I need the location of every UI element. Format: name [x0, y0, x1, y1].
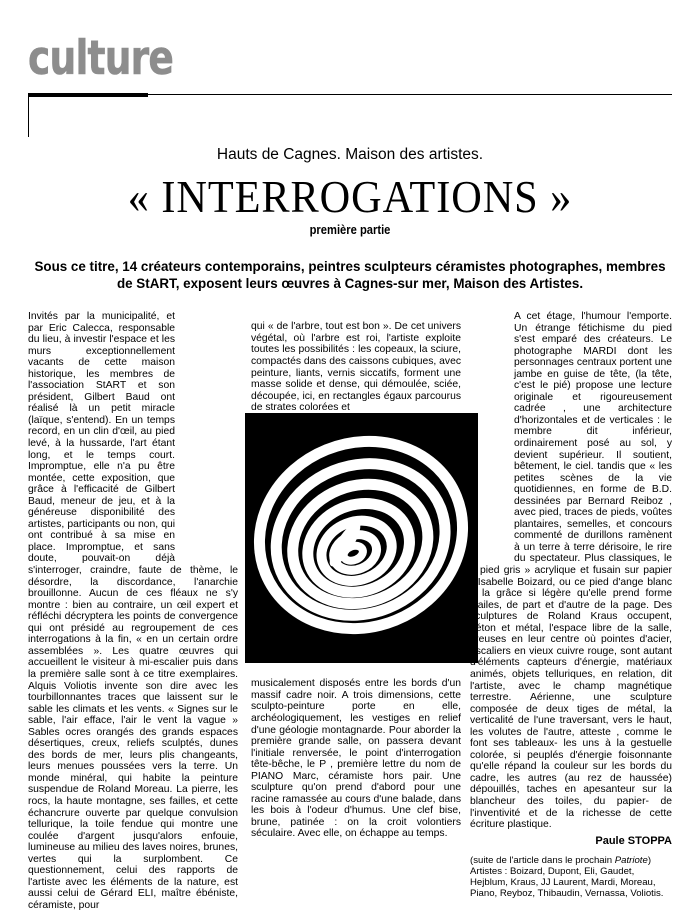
- body-column-2-upper: [251, 311, 461, 424]
- continuation-prefix: (suite de l'article dans le prochain: [470, 855, 615, 867]
- masthead-rule-thin: [148, 94, 672, 95]
- byline: Paule STOPPA: [595, 834, 672, 847]
- body-column-1: [28, 311, 238, 911]
- photo-wrap-notch-right: [471, 311, 514, 561]
- continuation-note: [470, 855, 672, 899]
- body-text-col1: Invités par la municipalité, et par Eric Calecca, responsable du lieu, à investir l'espace et les murs exceptionnellement vacants de cette maison historique, les membres de l'association StART et son président, Gilbert Baud ont réalisé là un petit miracle (laïque, s'entend). En un temps record, en un clin d'œil, au pied levé, à la hussarde, l'art étant long, et le temps court. Impromptue, elle n'a pu être montée, cette exposition, que grâce à l'efficacité de Gilbert Baud, meneur de jeu, et à la généreuse disponibilité des artistes, participants ou non, qui ont contribué à sa mise en place. Impromptue, et sans doute, pouvait-on déjà s'interroger, craindre, faute de thème, le désordre, la discordance, l'anarchie brouillonne. Aucun de ces fléaux ne s'y montre : bien au contraire, un œil expert et réfléchi décryptera les points de convergence qui ont présidé au regroupement de ces interrogations à la fin, « en un certain ordre assemblées ». Les quatre œuvres qui accueillent le visiteur à mi-escalier puis dans la première salle sont à ce titre exemplaires. Alquis Voliotis invente son dire avec les tourbillonnantes traces que laissent sur le sable les climats et les vents. « Signes sur le sable, l'air efface, l'air le vent la vague » Sables ocres orangés des grands espaces désertiques, creux, reliefs sculptés, dunes des bords de mer, leurs plis changeants, leurs menues poussées vers la terre. Un monde minéral, qui habite la peinture suspendue de Roland Moreau. La pierre, les rocs, la haute montagne, ses failles, et cette échancrure ouverte par quelque convulsion tellurique, la toile fendue qui montre une coulée d'argent jusqu'alors enfouie, lumineuse au milieu des laves noires, brunes, vertes qui la surplombent. Ce questionnement, celui des rapports de l'artiste avec les éléments de la nature, est aussi celui de Gérard ELI, maître ébéniste, céramiste, pour: [28, 311, 238, 911]
- publication-name: Patriote: [614, 855, 648, 867]
- page-title: « INTERROGATIONS »: [127, 171, 573, 222]
- body-text-col2-lower: musicalement disposés entre les bords d'un massif cadre noir. A trois dimensions, cette sculpto-peinture porte en elle, archéologiquement, les vestiges en relief d'une géologie montagnarde. Pour aborder la première grande salle, on passera devant l'initiale renversée, le point d'interrogation tête-bêche, le P , première lettre du nom de PIANO Marc, céramiste hors pair. Une sculpture qu'on prend d'abord pour une racine ramassée au cours d'une balade, dans les bois à l'odeur d'humus. Une clef bise, brune, patinée : on la croit volontiers séculaire. Avec elle, on échappe au temps.: [251, 678, 461, 840]
- headline-block: [28, 146, 672, 237]
- body-column-3: [470, 311, 672, 899]
- spiral-sculpture-photo: [245, 413, 478, 663]
- kicker: Hauts de Cagnes. Maison des artistes.: [216, 146, 484, 163]
- section-title: culture: [28, 31, 174, 86]
- photo-wrap-notch-left: [175, 311, 237, 561]
- body-column-2-lower: [251, 668, 461, 850]
- spiral-figure: [245, 413, 478, 663]
- body-text-col3: A cet étage, l'humour l'emporte. Un étrange fétichisme du pied s'est emparé des créateurs. Le photographe MARDI dont les personnages centraux portent une jambe en guise de tête, (la tête, c'est le pié) propose une lecture originale et rigoureusement cadrée , une architecture d'horizontales et de verticales : le membre dit inférieur, ordinairement posé au sol, y devient supérieur. Il soutient, bêtement, le ciel. tandis que « les petites scènes de la vie quotidiennes, en forme de B.D. dessinées par Bernard Reiboz , avec pied, traces de pieds, voûtes plantaires, semelles, et concours commenté de durillons ramènent à un terre à terre dérisoire, le rire du spectateur. Plus classiques, le « pied gris » acrylique et fusain sur papier d'Isabelle Boizard, ou ce pied d'ange blanc à la grâce si légère qu'elle prend forme d'ailes, de part et d'autre de la page. Des sculptures de Roland Kraus occupent, béton et métal, l'espace libre de la salle, creuses en leur centre où pointes d'acier, escaliers en vieux cuivre rouge, sont autant d'éléments capteurs d'énergie, matériaux animés, objets telluriques, en relation, dit l'artiste, avec le champ magnétique terrestre. Aérienne, une sculpture composée de deux tiges de métal, la verticalité de l'une traversant, vers le haut, les volutes de l'autre, atteste , comme le font ses tableaux- les uns à la gestuelle colorée, si peuplés d'énergie foisonnante qu'elle répand la couleur sur les bords du cadre, les autres (au rez de haussée) dépouillés, taches en apesanteur sur la blancheur des toiles, du papier- de l'inventivité et de la richesse de cette écriture plastique.: [470, 311, 672, 831]
- subtitle: première partie: [309, 222, 391, 237]
- masthead-rule-thick: [28, 93, 148, 97]
- artists-list: Artistes : Boizard, Dupont, Eli, Gaudet, Hejblum, Kraus, JJ Laurent, Mardi, Moreau, Piano, Reyboz, Thibaudin, Vernassa, Voliotis.: [470, 866, 664, 900]
- section-masthead: [28, 31, 672, 96]
- standfirst: Sous ce titre, 14 créateurs contemporains, peintres sculpteurs céramistes photographes, membres de StART, exposent leurs œuvres à Cagnes-sur mer, Maison des Artistes.: [34, 259, 666, 291]
- body-text-col2-upper: qui « de l'arbre, tout est bon ». De cet univers végétal, où l'arbre est roi, l'artiste exploite toutes les possibilités : les copeaux, la sciure, compactés dans des caissons cubiques, avec peinture, liants, vernis siccatifs, forment une masse solide et dense, qui démoulée, sciée, découpée, ici, en rectangles égaux parcourus de strates colorées et: [251, 321, 461, 414]
- continuation-suffix: ): [647, 855, 652, 867]
- masthead-rule-left: [28, 94, 29, 137]
